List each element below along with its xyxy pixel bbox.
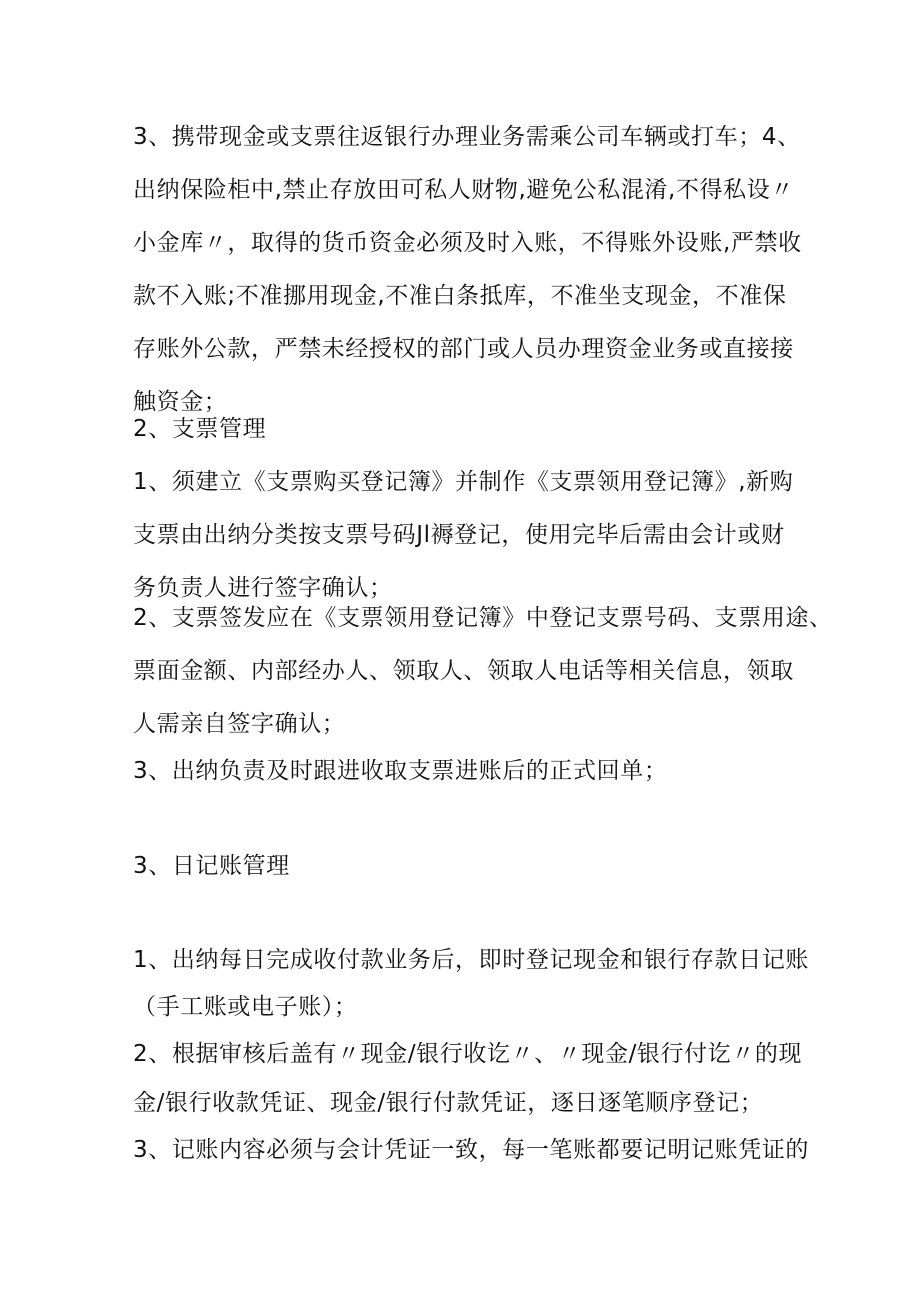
text-line: 触资金；: [133, 389, 228, 415]
text-line: 1、出纳每日完成收付款业务后，即时登记现金和银行存款日记账: [133, 947, 810, 973]
text-line: 2、支票签发应在《支票领用登记簿》中登记支票号码、支票用途、: [133, 605, 833, 631]
text-line: 3、出纳负责及时跟进收取支票进账后的正式回单；: [133, 758, 668, 784]
text-line: 小金库〃，取得的货币资金必须及时入账，不得账外设账,严禁收: [133, 230, 802, 256]
text-line: 款不入账;不准挪用现金,不准白条抵库，不准坐支现金，不准保: [133, 283, 787, 309]
text-line: 3、记账内容必须与会计凭证一致，每一笔账都要记明记账凭证的: [133, 1137, 810, 1163]
text-line: 2、根据审核后盖有〃现金/银行收讫〃、〃现金/银行付讫〃的现: [133, 1041, 803, 1067]
section-heading: 3、日记账管理: [133, 853, 290, 879]
text-line: 出纳保险柜中,禁止存放田可私人财物,避免公私混淆,不得私设〃: [133, 177, 794, 203]
text-line: 人需亲自签字确认；: [133, 711, 346, 737]
text-line: 3、携带现金或支票往返银行办理业务需乘公司车辆或打车；4、: [133, 124, 801, 150]
text-line: 支票由出纳分类按支票号码Jl褥登记，使用完毕后需由会计或财: [133, 522, 785, 548]
text-line: 金/银行收款凭证、现金/银行付款凭证，逐日逐笔顺序登记；: [133, 1090, 764, 1116]
text-line: （手工账或电子账）；: [133, 994, 358, 1020]
text-line: 票面金额、内部经办人、领取人、领取人电话等相关信息，领取: [133, 658, 794, 684]
section-heading: 2、支票管理: [133, 416, 267, 442]
text-line: 1、须建立《支票购买登记簿》并制作《支票领用登记簿》,新购: [133, 469, 794, 495]
text-line: 存账外公款，严禁未经授权的部门或人员办理资金业务或直接接: [133, 336, 794, 362]
text-line: 务负责人进行签字确认；: [133, 575, 393, 601]
